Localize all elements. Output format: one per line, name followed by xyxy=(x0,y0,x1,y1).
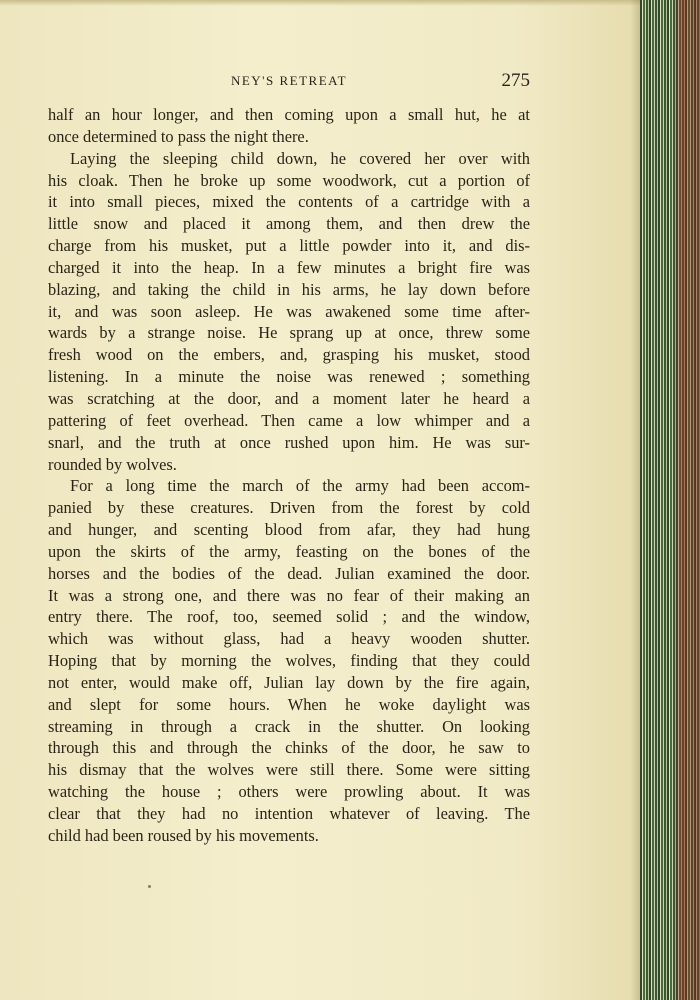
text-line: horses and the bodies of the dead. Julian examined the door. xyxy=(48,563,530,583)
text-line: once determined to pass the night there. xyxy=(48,126,309,146)
text-line: pattering of feet overhead. Then came a low whimper and a xyxy=(48,410,530,430)
text-line: entry there. The roof, too, seemed solid ; and the window, xyxy=(48,607,530,627)
text-line: listening. In a minute the noise was renewed ; something xyxy=(48,367,530,387)
text-line: child had been roused by his movements. xyxy=(48,825,319,845)
text-line: It was a strong one, and there was no fear of their making an xyxy=(48,585,530,605)
text-line: not enter, would make off, Julian lay down by the fire again, xyxy=(48,672,530,692)
text-line: clear that they had no intention whatever of leaving. The xyxy=(48,804,530,823)
text-line: Laying the sleeping child down, he covered her over with xyxy=(70,148,530,168)
text-line: it, and was soon asleep. He was awakened some time after- xyxy=(48,301,530,321)
body-text xyxy=(48,104,530,847)
page-top-shadow xyxy=(0,0,640,6)
text-line: For a long time the march of the army had been accom- xyxy=(70,476,530,496)
text-line: his dismay that the wolves were still there. Some were sitting xyxy=(48,760,530,780)
text-line: streaming in through a crack in the shutter. On looking xyxy=(48,716,530,736)
text-line: wards by a strange noise. He sprang up at once, threw some xyxy=(48,323,530,343)
paper-fleck xyxy=(148,885,151,888)
text-line: upon the skirts of the army, feasting on the bones of the xyxy=(48,541,530,561)
running-title: NEY'S RETREAT xyxy=(230,73,348,88)
text-line: Hoping that by morning the wolves, finding that they could xyxy=(48,651,530,671)
text-line: and hunger, and scenting blood from afar, they had hung xyxy=(48,520,530,540)
text-line: fresh wood on the embers, and, grasping his musket, stood xyxy=(48,345,530,365)
text-line: through this and through the chinks of the door, he saw to xyxy=(48,738,530,758)
text-line: his cloak. Then he broke up some woodwork, cut a portion of xyxy=(48,170,530,190)
text-line: charge from his musket, put a little powder into it, and dis- xyxy=(48,236,530,256)
text-line: little snow and placed it among them, and then drew the xyxy=(48,214,530,234)
text-line: rounded by wolves. xyxy=(48,454,177,474)
text-line: snarl, and the truth at once rushed upon him. He was sur- xyxy=(48,432,530,452)
text-line: blazing, and taking the child in his arms, he lay down before xyxy=(48,279,530,299)
page-number: 275 xyxy=(501,70,530,91)
fore-edge-tint xyxy=(640,0,700,1000)
running-head xyxy=(48,70,530,94)
text-line: which was without glass, had a heavy wooden shutter. xyxy=(48,629,530,649)
text-line: panied by these creatures. Driven from the forest by cold xyxy=(48,498,530,518)
text-line: and slept for some hours. When he woke daylight was xyxy=(48,694,530,714)
text-line: watching the house ; others were prowling about. It was xyxy=(48,782,530,802)
text-line: half an hour longer, and then coming upon a small hut, he at xyxy=(48,105,530,124)
text-line: charged it into the heap. In a few minutes a bright fire was xyxy=(48,257,530,277)
text-line: it into small pieces, mixed the contents of a cartridge with a xyxy=(48,192,530,212)
text-line: was scratching at the door, and a moment later he heard a xyxy=(48,388,530,408)
